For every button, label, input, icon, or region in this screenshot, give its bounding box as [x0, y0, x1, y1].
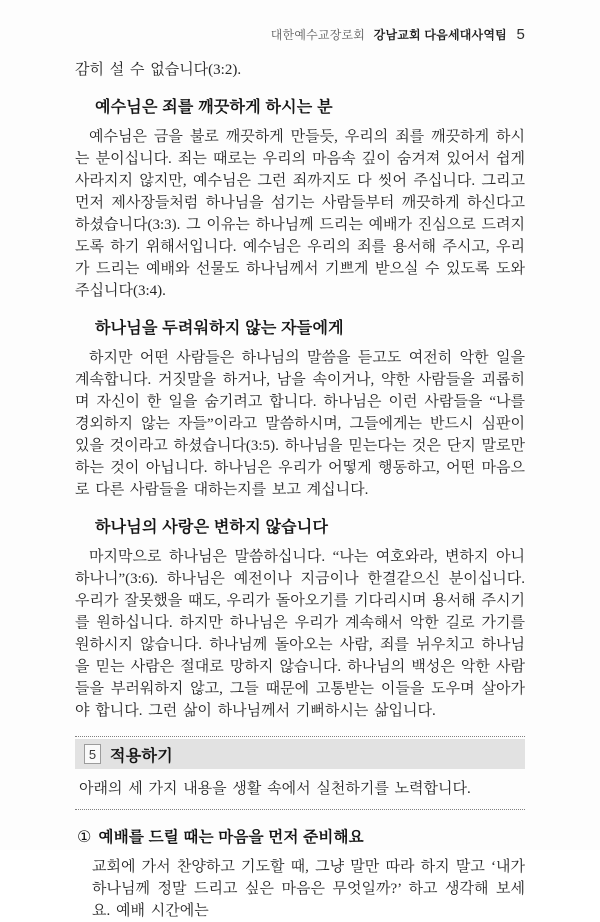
header-team-name: 강남교회 다음세대사역팀 [373, 28, 507, 42]
section-body-gods-love-unchanging: 마지막으로 하나님은 말씀하십니다. “나는 여호와라, 변하지 아니하나니”(3:6). 하나님은 예전이나 지금이나 한결같으신 분이십니다. 우리가 잘못했을 때도, 우리가 돌아오기를 기다리시며 용서해 주시기를 원하십니다. 하지만 하나님은 우리가 계속해서 악한 길로 가기를 원하시지 않습니다. 하나님께 돌아오는 사람, 죄를 뉘우치고 하나님을 믿는 사람은 절대로 망하지 않습니다. 하나님의 백성은 악한 사람들을 부러워하지 않고, 그들 때문에 고통받는 이들을 도우며 살아가야 합니다. 그런 삶이 하나님께서 기뻐하시는 삶입니다. [75, 549, 525, 719]
divider-bottom [75, 809, 525, 810]
application-item-1-title: 예배를 드릴 때는 마음을 먼저 준비해요 [98, 829, 364, 846]
page-number: 5 [516, 26, 525, 43]
intro-line: 감히 설 수 없습니다(3:2). [75, 62, 242, 78]
circled-one-icon: ① [77, 829, 92, 846]
page-header [75, 26, 525, 43]
section-heading-gods-love-unchanging: 하나님의 사랑은 변하지 않습니다 [95, 519, 329, 536]
application-description: 아래의 세 가지 내용을 생활 속에서 실천하기를 노력합니다. [79, 781, 471, 797]
application-banner-title: 적용하기 [110, 747, 174, 765]
section-heading-those-who-do-not-fear-god: 하나님을 두려워하지 않는 자들에게 [95, 320, 344, 337]
application-section [75, 736, 525, 810]
application-banner [75, 739, 525, 769]
section-body-jesus-cleanses-sin: 예수님은 금을 불로 깨끗하게 만들듯, 우리의 죄를 깨끗하게 하시는 분이십니다. 죄는 때로는 우리의 마음속 깊이 숨겨져 있어서 쉽게 사라지지 않지만, 예수님은 그런 죄까지도 다 씻어 주십니다. 그리고 먼저 제사장들처럼 하나님을 섬기는 사람들부터 깨끗하게 하신다고 하셨습니다(3:3). 그 이유는 하나님께 드리는 예배가 진심으로 드려지도록 하기 위해서입니다. 예수님은 우리의 죄를 용서해 주시고, 우리가 드리는 예배와 선물도 하나님께서 기쁘게 받으실 수 있도록 도와주십니다(3:4). [75, 129, 525, 299]
application-item-1-heading [77, 825, 525, 847]
section-number-box: 5 [84, 744, 101, 764]
section-heading-jesus-cleanses-sin: 예수님은 죄를 깨끗하게 하시는 분 [95, 99, 333, 116]
application-item-1-body: 교회에 가서 찬양하고 기도할 때, 그냥 말만 따라 하지 말고 ‘내가 하나님께 정말 드리고 싶은 마음은 무엇일까?’ 하고 생각해 보세요. 예배 시간에는 [92, 859, 525, 919]
application-item-1 [75, 825, 525, 922]
divider-top [75, 736, 525, 737]
header-organization: 대한예수교장로회 [270, 28, 366, 42]
section-body-those-who-do-not-fear-god: 하지만 어떤 사람들은 하나님의 말씀을 듣고도 여전히 악한 일을 계속합니다. 거짓말을 하거나, 남을 속이거나, 약한 사람들을 괴롭히며 자신이 한 일을 숨기려고 합니다. 하나님은 이런 사람들을 “나를 경외하지 않는 자들”이라고 말씀하시며, 그들에게는 반드시 심판이 있을 것이라고 하셨습니다(3:5). 하나님을 믿는다는 것은 단지 말로만 하는 것이 아닙니다. 하나님은 우리가 어떻게 행동하고, 어떤 마음으로 다른 사람들을 대하는지를 보고 계십니다. [75, 350, 525, 498]
